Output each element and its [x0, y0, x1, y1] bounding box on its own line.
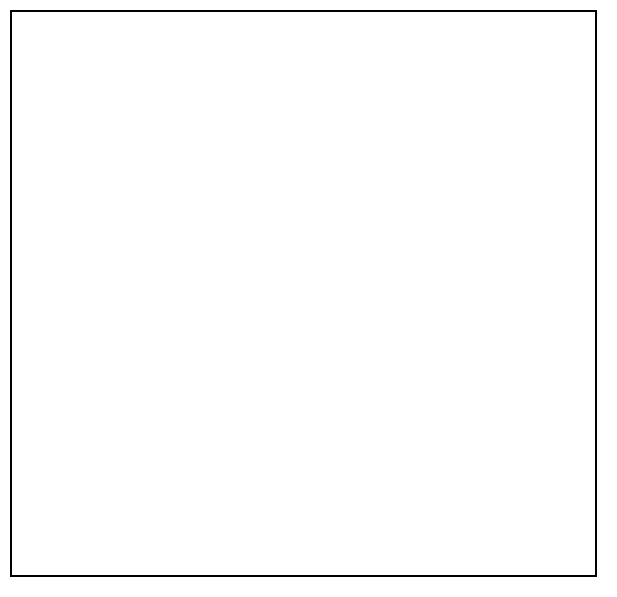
- auction-notice: [10, 10, 597, 577]
